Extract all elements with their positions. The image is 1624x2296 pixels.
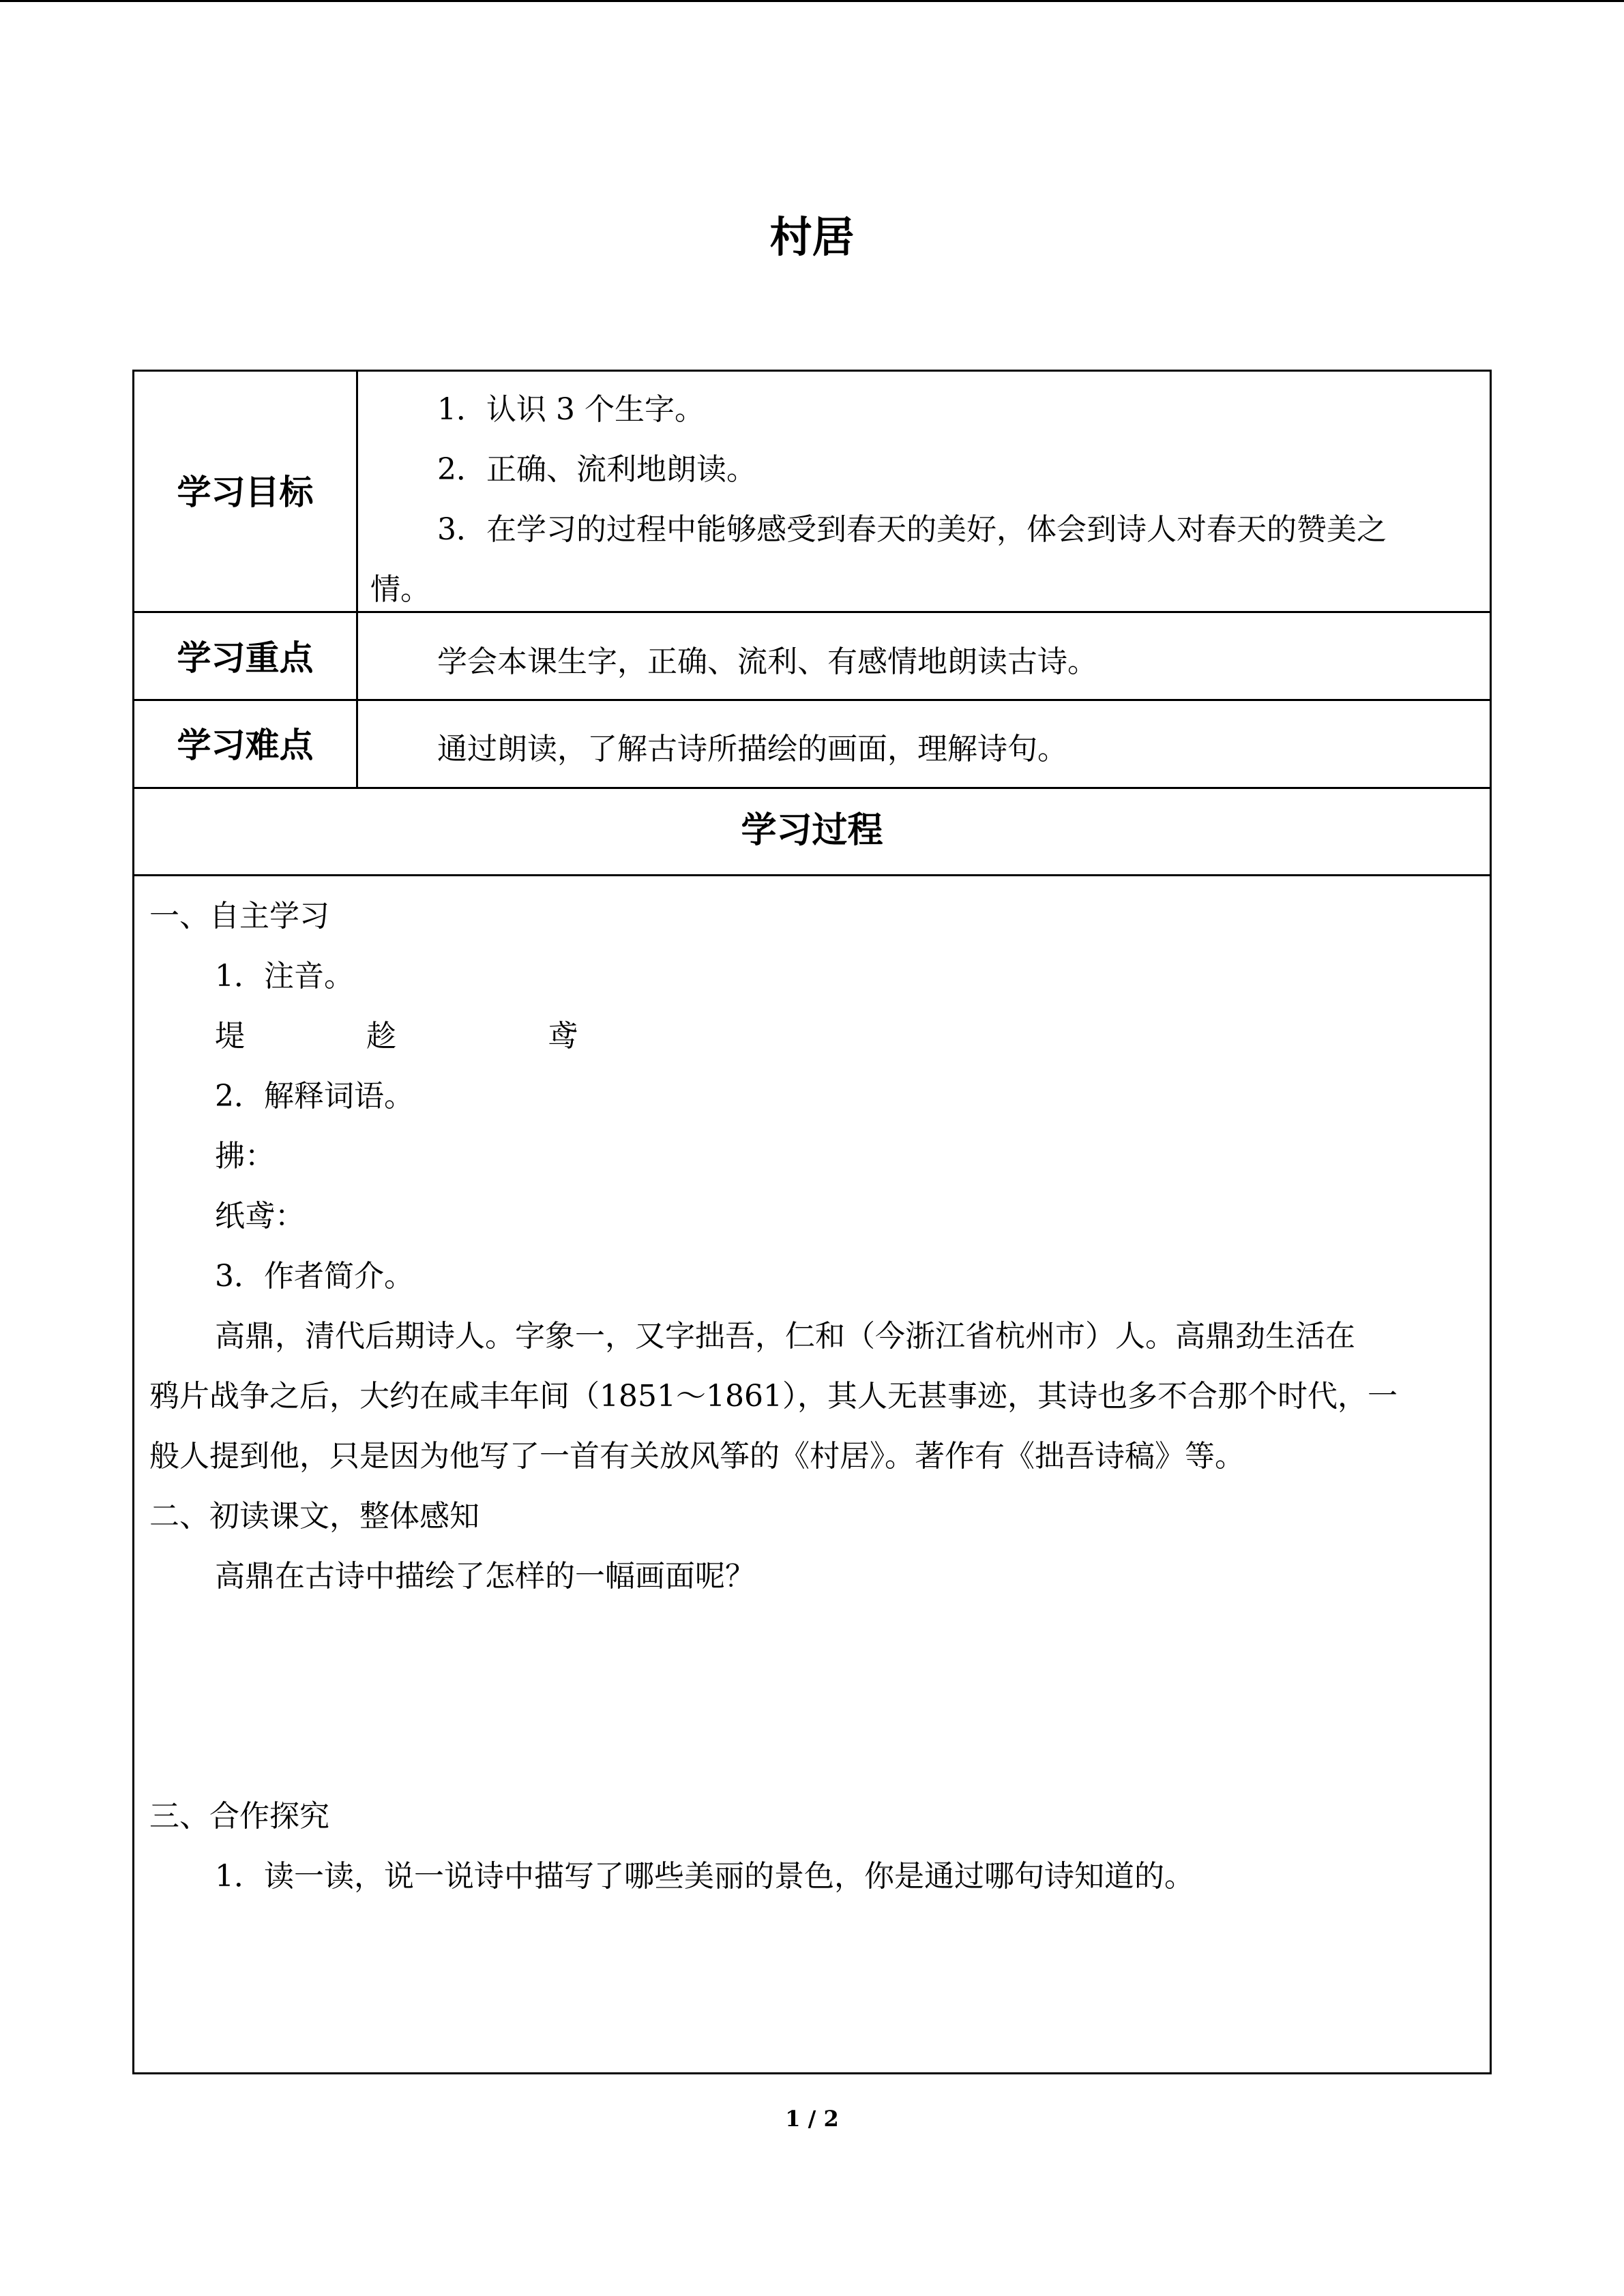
- section2-heading: 二、初读课文，整体感知: [149, 1499, 479, 1534]
- row-divider-1: [134, 611, 1490, 613]
- objective-line-3: 3．在学习的过程中能够感受到春天的美好，体会到诗人对春天的赞美之: [437, 512, 1387, 547]
- section1-item3: 3．作者简介。: [215, 1259, 414, 1294]
- word-zhiyuan: 纸鸢：: [215, 1199, 305, 1234]
- objective-line-4: 情。: [370, 572, 430, 607]
- key-points-text: 学会本课生字，正确、流利、有感情地朗读古诗。: [437, 644, 1097, 679]
- row-label-difficulties: 学习难点: [177, 726, 314, 765]
- row-divider-4: [134, 874, 1490, 876]
- objective-line-2: 2．正确、流利地朗读。: [437, 452, 756, 487]
- section2-question: 高鼎在古诗中描绘了怎样的一幅画面呢？: [215, 1559, 755, 1594]
- objective-line-1: 1．认识 3 个生字。: [437, 392, 705, 427]
- section3-heading: 三、合作探究: [149, 1799, 329, 1834]
- bio-line-1: 高鼎，清代后期诗人。字象一，又字拙吾，仁和（今浙江省杭州市）人。高鼎劲生活在: [215, 1319, 1355, 1354]
- difficulties-text: 通过朗读，了解古诗所描绘的画面，理解诗句。: [437, 732, 1067, 766]
- section1-item1: 1．注音。: [215, 959, 354, 994]
- bio-line-2: 鸦片战争之后，大约在咸丰年间（1851～1861），其人无甚事迹，其诗也多不合那个时代，一: [149, 1379, 1398, 1414]
- label-column-divider: [356, 372, 358, 787]
- section1-item2: 2．解释词语。: [215, 1079, 414, 1114]
- lesson-table: [132, 370, 1492, 2074]
- process-heading: 学习过程: [741, 810, 883, 851]
- section3-item1: 1．读一读，说一说诗中描写了哪些美丽的景色，你是通过哪句诗知道的。: [215, 1859, 1194, 1894]
- section1-heading: 一、自主学习: [149, 899, 329, 934]
- row-label-key-points: 学习重点: [177, 638, 314, 678]
- char-1: 堤: [215, 1019, 245, 1054]
- page-title: 村居: [769, 212, 855, 262]
- row-label-objectives: 学习目标: [177, 473, 314, 512]
- page-top-border: [0, 0, 1624, 2]
- char-2: 趁: [366, 1019, 396, 1054]
- row-divider-2: [134, 699, 1490, 701]
- word-fu: 拂：: [215, 1139, 275, 1174]
- char-3: 鸢: [548, 1019, 578, 1054]
- bio-line-3: 般人提到他，只是因为他写了一首有关放风筝的《村居》。著作有《拙吾诗稿》等。: [149, 1439, 1245, 1474]
- phonetic-chars: [215, 1007, 578, 1067]
- page-number: 1 / 2: [785, 2106, 839, 2132]
